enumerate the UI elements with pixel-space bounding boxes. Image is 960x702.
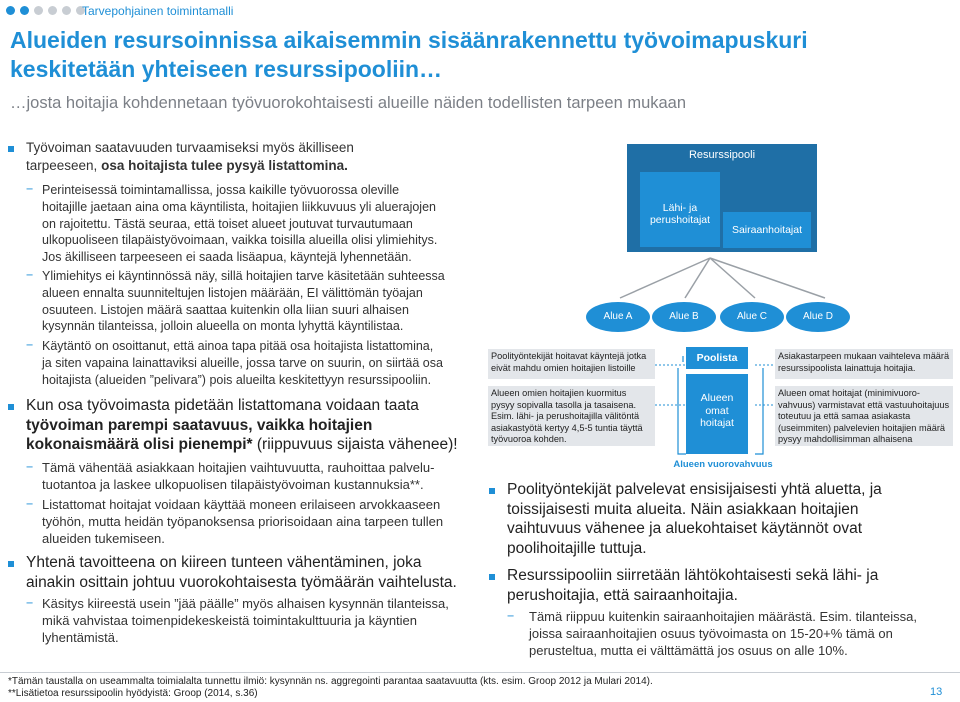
bullet-text [26, 553, 486, 592]
text-line: perushoitajia, että sairaanhoitajia. [507, 586, 738, 604]
vuorovahvuus-label: Alueen vuorovahvuus [673, 459, 773, 470]
text-line: Poolityöntekijät palvelevat ensisijaisesti yhtä aluetta, ja [507, 481, 882, 498]
info-box-own-nurses: Alueen omien hoitajien kuormitus pysyy sopivalla tasolla ja tasaisena. Esim. lähi- ja perushoitajilla välitöntä asiakastyötä kertyy 4,5-5 tuntia täyttä työvuoroa kohden. [488, 386, 655, 446]
text-line: kokonaismäärä olisi pienempi* (riippuvuus sijaista vähenee)! [26, 436, 458, 453]
bullet-line: tarpeeseen, osa hoitajista tulee pysyä listattomina. [26, 157, 348, 173]
bullet-icon [8, 404, 14, 410]
text-line: osuuteen. Listojen määrä saattaa kuitenkin olla liian suuri alhaisen [42, 302, 409, 317]
text-line: Jos äkilliseen tarpeeseen ei saada lisäapua, käyntejä lyhennetään. [42, 250, 412, 265]
text-line: Tämä riippuu kuitenkin sairaanhoitajien määrästä. Esim. tilanteissa, [529, 609, 918, 624]
progress-dot [48, 6, 57, 15]
text-line: Kun osa työvoimasta pidetään listattomana voidaan taata [26, 397, 419, 414]
dash-text [42, 338, 482, 388]
title-line: Alueiden resursoinnissa aikaisemmin sisäänrakennettu työvoimapuskuri [10, 27, 808, 53]
bullet-text [26, 139, 466, 174]
text-line: hoitajille jaetaan aina oma käyntilista, hoitajien liikkuvuus yli aluerajojen [42, 199, 436, 214]
title-line: keskitetään yhteiseen resurssipooliin… [10, 56, 443, 82]
text-line: lyhentämistä. [42, 629, 119, 645]
bullet-icon [489, 574, 495, 580]
slide-subtitle: …josta hoitajia kohdennetaan työvuorokohtaisesti alueille näiden todellisten tarpeen mukaan [10, 94, 687, 112]
info-box-min-staffing: Alueen omat hoitajat (minimivuoro-vahvuus) varmistavat että vastuuhoitajuus toteutuu ja että samaa asiakasta (useimmiten) palvelevien hoitajien määrä pysyy mahdollisimman alhaisena [775, 386, 953, 446]
text-line: toissijaisesti muita alueita. Näin asiakkaan hoitajien [507, 500, 859, 518]
area-oval-d: Alue D [786, 302, 850, 332]
slide-progress-dots [6, 6, 85, 15]
arrow-line [710, 258, 825, 298]
bullet-text [507, 480, 947, 558]
info-box-pool-workers: Poolityöntekijät hoitavat käyntejä jotka eivät mahdu omien hoitajien listoille [488, 349, 655, 379]
dash-icon: − [26, 182, 34, 196]
resource-pool-title: Resurssipooli [688, 149, 756, 161]
text-line: tuotantoa ja laskee ulkopuolisen tilapäistyövoiman kustannuksia**. [42, 476, 424, 492]
text-line: Listattomat hoitajat voidaan käyttää moneen erilaiseen arvokkaaseen [42, 497, 441, 512]
text-line: työhön, mutta heidän työpanoksensa priorisoidaan aina tarpeen tullen [42, 513, 444, 529]
text-line: ainakin osittain johtuu vuorokohtaisesta työmäärän vaihtelusta. [26, 573, 457, 591]
dash-text [42, 497, 482, 547]
text-line: kysynnän tilanteissa, jolloin alueella on monta lyhyttä käyntilistaa. [42, 319, 404, 334]
dash-icon: − [26, 338, 34, 352]
text-line: ulkopuoliseen tilapäistyövoimaan, vaikka toisilla alueilla olisi ylimiehitys. [42, 233, 438, 248]
text-line: hoitajista (alueiden ”pelivara”) pois alueilta keskitettyyn resurssipooliin. [42, 372, 432, 387]
dash-text [529, 609, 949, 659]
text-line: alueen ennalta suunniteltujen listojen määrään, EI välittömän työajan [42, 285, 423, 300]
arrow-line [620, 258, 710, 298]
poolista-box: Poolista [686, 347, 748, 369]
section-label: Tarvepohjainen toimintamalli [82, 4, 234, 18]
text-line: Perinteisessä toimintamallissa, jossa kaikille työvuorossa oleville [42, 183, 400, 197]
progress-dot [34, 6, 43, 15]
text-line: vaihtuvuus vähenee ja aluekohtaiset käytännöt ovat [507, 520, 863, 537]
bullet-icon [8, 146, 14, 152]
text-line: ja siten vapaina lainattaviksi alueille, jossa tarve on suurin, on siirtää osa [42, 355, 443, 370]
bullet-text [507, 566, 947, 605]
text-line: Käytäntö on osoittanut, että ainoa tapa pitää osa hoitajista listattomina, [42, 339, 434, 353]
info-box-borrowed: Asiakastarpeen mukaan vaihteleva määrä resurssipoolista lainattuja hoitajia. [775, 349, 953, 379]
text-line: mikä vahvistaa toimenpidekeskeistä toimintakulttuuria ja käyntien [42, 612, 418, 628]
slide-title [10, 26, 910, 84]
bullet-line: Työvoiman saatavuuden turvaamiseksi myös äkilliseen [26, 140, 354, 155]
progress-dot [6, 6, 15, 15]
dash-text [42, 268, 482, 335]
text-line: työvoiman parempi saatavuus, vaikka hoitajien [26, 416, 373, 434]
page-number: 13 [930, 686, 943, 698]
text-line: perusteltua, mutta ei välttämättä jos osuus on alle 10%. [529, 642, 848, 658]
text-line: Käsitys kiireestä usein ”jää päälle” myös alhaisen kysynnän tilanteissa, [42, 596, 449, 611]
dash-icon: − [26, 497, 34, 511]
text-line: joissa sairaanhoitajien osuus työvoimasta on 15-20+% tämä on [529, 625, 893, 641]
dash-text [42, 182, 482, 266]
footnote-2: **Lisätietoa resurssipoolin hyödyistä: Groop (2014, s.36) [8, 688, 258, 699]
bracket-line [755, 368, 763, 454]
bullet-icon [489, 488, 495, 494]
text-line: Yhtenä tavoitteena on kiireen tunteen vähentäminen, joka [26, 554, 422, 571]
dash-icon: − [26, 460, 34, 474]
text-line: poolihoitajille tuttuja. [507, 539, 647, 557]
bullet-text [26, 396, 486, 455]
text-line: Tämä vähentää asiakkaan hoitajien vaihtuvuutta, rauhoittaa palvelu- [42, 460, 435, 475]
text-line: on rajoitettu. Tästä seuraa, että toiset alueet joutuvat turvautumaan [42, 216, 413, 231]
alueen-omat-box: Alueen omat hoitajat [686, 374, 748, 454]
progress-dot [62, 6, 71, 15]
text-line: alueiden tukemiseen. [42, 530, 165, 546]
dash-text [42, 460, 482, 494]
bullet-icon [8, 561, 14, 567]
text-line: Ylimiehitys ei käyntinnössä näy, sillä hoitajien tarve käsitetään suhteessa [42, 269, 445, 283]
dash-text [42, 596, 482, 646]
footnote-1: *Tämän taustalla on useammalta toimialalta tunnettu ilmiö: kysynnän ns. aggregointi parantaa saatavuutta (kts. esim. Groop 2012 ja Mulari 2014). [8, 676, 653, 687]
lahi-perushoitajat-box: Lähi- ja perushoitajat [640, 172, 720, 247]
area-oval-c: Alue C [720, 302, 784, 332]
dash-icon: − [26, 596, 34, 610]
footer-divider [0, 672, 960, 673]
bracket-line [678, 368, 686, 454]
dash-icon: − [26, 268, 34, 282]
arrow-line [710, 258, 755, 298]
area-oval-b: Alue B [652, 302, 716, 332]
sairaanhoitajat-box: Sairaanhoitajat [723, 212, 811, 248]
text-line: Resurssipooliin siirretään lähtökohtaisesti sekä lähi- ja [507, 567, 879, 584]
progress-dot [20, 6, 29, 15]
dash-icon: − [507, 609, 515, 623]
area-oval-a: Alue A [586, 302, 650, 332]
